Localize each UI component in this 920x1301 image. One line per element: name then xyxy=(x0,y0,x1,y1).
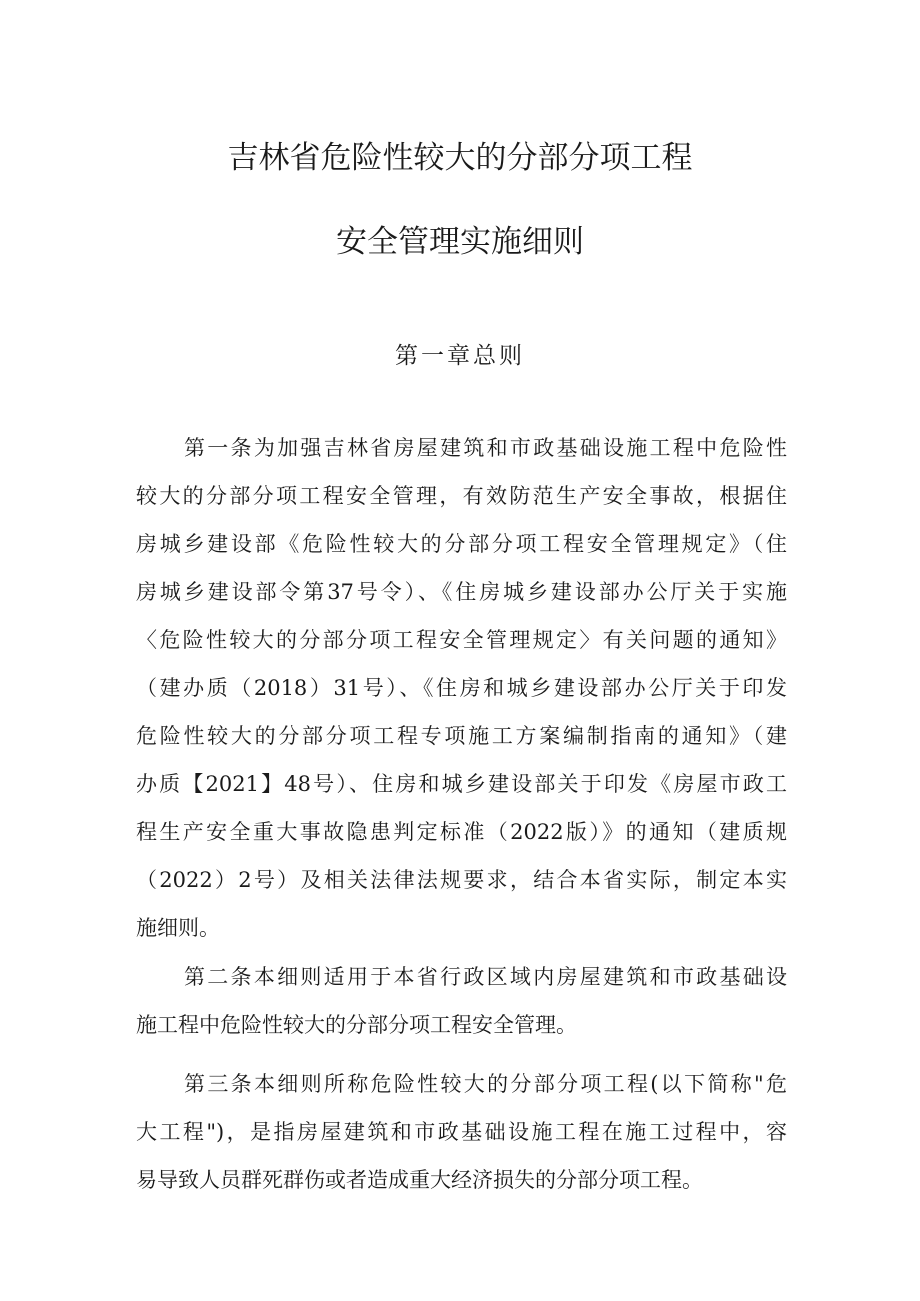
paragraph-line: 施工程中危险性较大的分部分项工程安全管理。 xyxy=(136,1013,577,1037)
article-2-paragraph xyxy=(136,953,787,1049)
paragraph-line: （2022）2号）及相关法律法规要求，结合本省实际，制定本实 xyxy=(136,868,787,892)
paragraph-line: 大工程")，是指房屋建筑和市政基础设施工程在施工过程中，容 xyxy=(136,1120,787,1144)
paragraph-line: 办质【2021】48号）、住房和城乡建设部关于印发《房屋市政工 xyxy=(136,772,787,796)
paragraph-line: 第二条本细则适用于本省行政区域内房屋建筑和市政基础设 xyxy=(184,965,787,989)
paragraph-line: 程生产安全重大事故隐患判定标准（2022版）》的通知（建质规 xyxy=(136,820,787,844)
paragraph-line: 危险性较大的分部分项工程专项施工方案编制指南的通知》（建 xyxy=(136,724,787,748)
paragraph-line: 第三条本细则所称危险性较大的分部分项工程(以下简称"危 xyxy=(184,1072,787,1096)
article-3-paragraph xyxy=(136,1060,787,1204)
paragraph-line: 房城乡建设部令第37号令）、《住房城乡建设部办公厅关于实施 xyxy=(136,580,787,604)
paragraph-line: 〈危险性较大的分部分项工程安全管理规定〉有关问题的通知》 xyxy=(136,628,787,652)
paragraph-line: 房城乡建设部《危险性较大的分部分项工程安全管理规定》（住 xyxy=(136,532,787,556)
article-1-paragraph xyxy=(136,424,787,952)
document-title-line-2: 安全管理实施细则 xyxy=(336,224,584,260)
document-title-line-1: 吉林省危险性较大的分部分项工程 xyxy=(227,140,693,176)
paragraph-line: 第一条为加强吉林省房屋建筑和市政基础设施工程中危险性 xyxy=(184,436,787,460)
paragraph-line: 易导致人员群死群伤或者造成重大经济损失的分部分项工程。 xyxy=(136,1168,703,1192)
chapter-heading: 第一章总则 xyxy=(395,343,525,369)
paragraph-line: （建办质（2018）31号）、《住房和城乡建设部办公厅关于印发 xyxy=(136,676,787,700)
paragraph-line: 较大的分部分项工程安全管理，有效防范生产安全事故，根据住 xyxy=(136,484,787,508)
paragraph-line: 施细则。 xyxy=(136,916,220,940)
